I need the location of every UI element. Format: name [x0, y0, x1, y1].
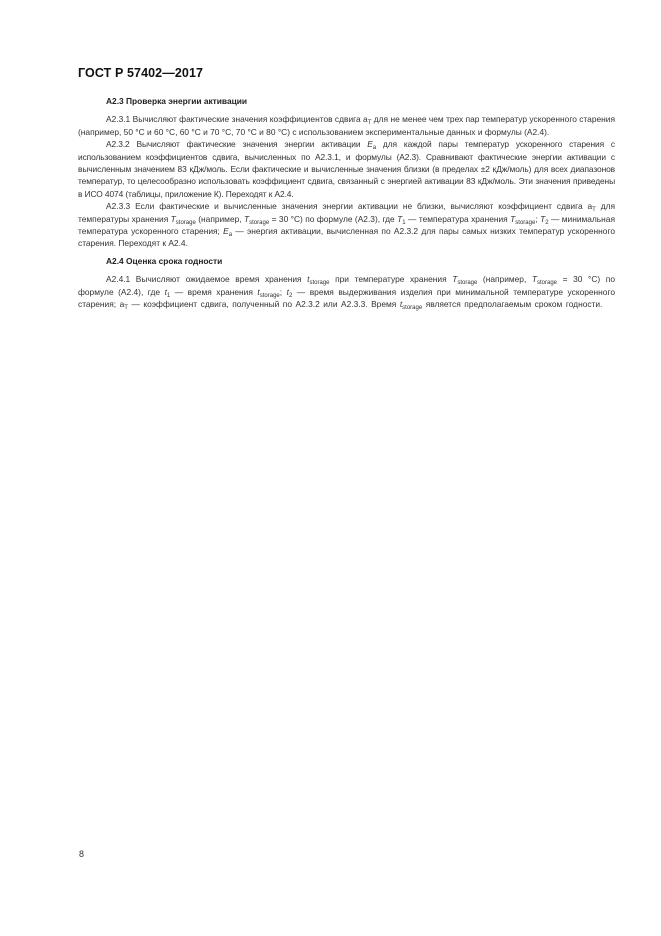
italic-symbol: E	[367, 139, 373, 150]
italic-symbol: t	[399, 299, 403, 310]
subscript: T	[367, 120, 372, 127]
subscript: 2	[545, 219, 549, 226]
subscript: storage	[249, 219, 270, 226]
italic-symbol: t	[286, 286, 289, 297]
subscript: a	[228, 232, 233, 239]
subscript: 1	[402, 219, 406, 226]
text-run: для температуры хранения	[78, 201, 616, 224]
text-run: — время выдерживания изделия при минимальной температуре ускоренного старения; a	[78, 286, 615, 310]
subscript: storage	[402, 305, 423, 312]
text-run: — минимальная температура ускоренного старения;	[78, 213, 615, 237]
section-title: А2.3 Проверка энергии активации	[106, 96, 248, 106]
text-run: при температуре хранения	[329, 274, 453, 285]
text-run: — температура хранения	[405, 213, 511, 224]
text-run: — коэффициент сдвига, полученный по А2.3.2 или А2.3.3. Время	[127, 299, 400, 310]
text-run: А2.3.2 Вычисляют фактические значения энергии активации	[106, 139, 368, 150]
text-run: А2.3.1 Вычисляют фактические значения коэффициентов сдвига a	[106, 114, 368, 125]
subscript: storage	[457, 280, 478, 287]
italic-symbol: T	[510, 213, 516, 224]
subscript: storage	[537, 280, 558, 287]
text-run: — время хранения	[170, 286, 258, 297]
italic-symbol: E	[223, 226, 229, 237]
italic-symbol: T	[531, 274, 537, 285]
subscript: T	[124, 305, 128, 312]
paragraph-a2-4-1	[78, 273, 615, 310]
subscript: storage	[175, 219, 196, 226]
subscript: 2	[288, 292, 293, 299]
subscript: T	[592, 207, 596, 214]
text-run: = 30 °С) по формуле (А2.3), где	[269, 213, 398, 224]
text-run: (например,	[195, 213, 245, 224]
subscript: storage	[515, 219, 536, 226]
section-a2-3	[78, 95, 615, 250]
text-run: ;	[279, 286, 287, 297]
text-run: А2.4.1 Вычисляют ожидаемое время хранения	[106, 274, 308, 285]
section-title: А2.4 Оценка срока годности	[106, 255, 223, 266]
paragraph-a2-3-2	[78, 138, 615, 200]
subscript: storage	[309, 280, 330, 287]
text-run: ;	[535, 213, 541, 224]
text-run: = 30 °С) по формуле (А2.4), где	[78, 274, 615, 297]
subscript: storage	[259, 292, 280, 299]
italic-symbol: T	[540, 213, 546, 224]
italic-symbol: t	[307, 274, 310, 285]
italic-symbol: T	[244, 213, 250, 224]
section-a2-4	[78, 255, 615, 311]
italic-symbol: t	[257, 286, 260, 297]
text-run: А2.3.3 Если фактические и вычисленные значения энергии активации не близки, вычисляют коэффициент сдвига a	[106, 201, 593, 212]
text-run: для не менее чем трех пар температур ускоренного старения (например, 50 °С и 60 °С, 60 °С и 70 °С, 70 °С и 80 °С) с использованием экспериментальные данных и формулы (А2.4).	[78, 114, 615, 137]
subscript: 1	[166, 292, 171, 299]
italic-symbol: T	[170, 213, 176, 224]
italic-symbol: T	[452, 274, 458, 285]
document-body	[78, 95, 615, 311]
text-run: (например,	[477, 274, 532, 285]
italic-symbol: T	[397, 213, 403, 224]
paragraph-a2-3-1	[78, 113, 615, 138]
text-run: является предполагаемым сроком годности.	[422, 299, 603, 310]
page-number: 8	[79, 849, 85, 859]
italic-symbol: t	[164, 286, 167, 297]
text-run: — энергия активации, вычисленная по А2.3.2 для пары самых низких температур ускоренного старения. Переходят к А2.4.	[78, 226, 615, 249]
document-header-title: ГОСТ Р 57402—2017	[78, 66, 204, 80]
paragraph-a2-3-3	[78, 200, 615, 250]
text-run: для каждой пары температур ускоренного старения с использованием коэффициентов сдвига, вычисленных по А2.3.1, и формулы (А2.3). Сравнивают фактические энергии активации с вычисленным значением 83 кДж/моль. Если фактические и вычисленные значения близки (в пределах ±2 кДж/моль) для всех диапазонов температур, то целесообразно использовать коэффициент сдвига, связанный с энергией активации 83 кДж/моль. Эти значения приведены в ИСО 4074 (таблицы, приложение К). Переходят к А2.4.	[78, 139, 615, 199]
subscript: a	[372, 145, 377, 152]
